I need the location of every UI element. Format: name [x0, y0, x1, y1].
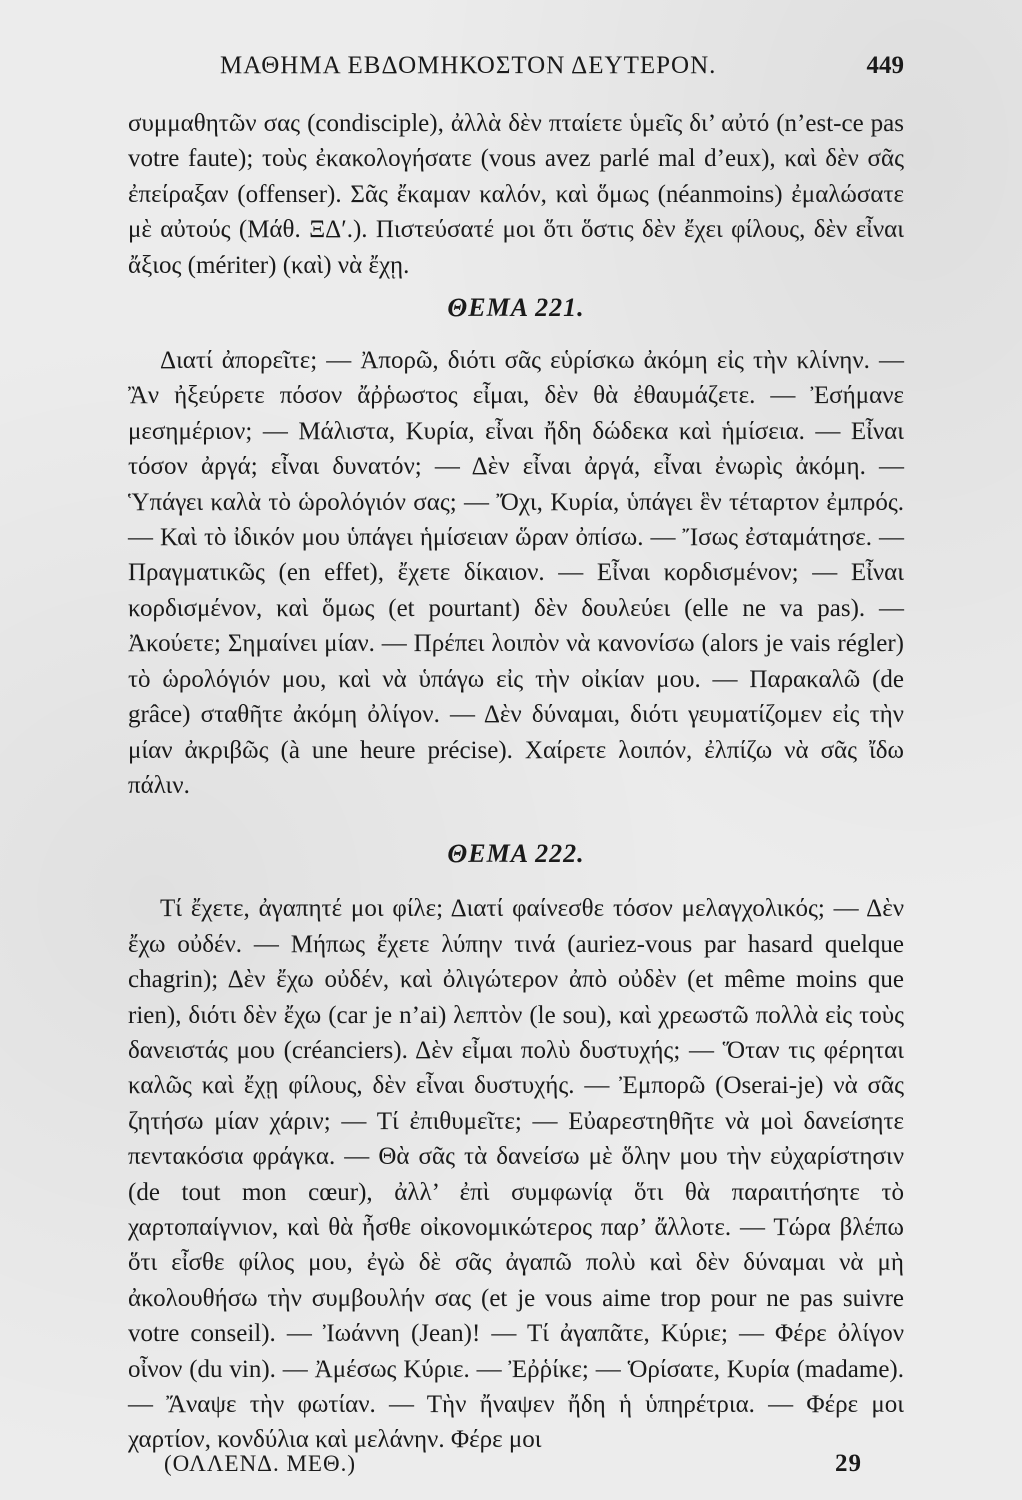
page-number: 449 — [866, 52, 904, 79]
running-header — [220, 52, 904, 80]
theme-221-heading: ΘΕΜΑ 221. — [447, 293, 585, 323]
book-reference: (ΟΛΛΕΝΔ. ΜΕΘ.) — [164, 1451, 356, 1476]
signature-mark: 29 — [835, 1450, 862, 1477]
theme-222-heading: ΘΕΜΑ 222. — [447, 839, 585, 869]
running-title: ΜΑΘΗΜΑ ΕΒΔΟΜΗΚΟΣΤΟΝ ΔΕΥΤΕΡΟΝ. — [220, 52, 717, 79]
theme-221-text: Διατί ἀπορεῖτε; — Ἀπορῶ, διότι σᾶς εὑρίσκω ἀκόμη εἰς τὴν κλίνην. — Ἂν ἠξεύρετε πόσον ἄῤῥωστος εἶμαι, δὲν θὰ ἐθαυμάζετε. — Ἐσήμανε μεσημέριον; — Μάλιστα, Κυρία, εἶναι ἤδη δώδεκα καὶ ἡμίσεια. — Εἶναι τόσον ἀργά; εἶναι δυνατόν; — Δὲν εἶναι ἀργά, εἶναι ἐνωρὶς ἀκόμη. — Ὑπάγει καλὰ τὸ ὡρολόγιόν σας; — Ὄχι, Κυρία, ὑπάγει ἓν τέταρτον ἐμπρός. — Καὶ τὸ ἰδικόν μου ὑπάγει ἡμίσειαν ὥραν ὀπίσω. — Ἴσως ἐσταμάτησε. — Πραγματικῶς (en effet), ἔχετε δίκαιον. — Εἶναι κορδισμένον; — Εἶναι κορδισμένον, καὶ ὅμως (et pourtant) δὲν δουλεύει (elle ne va pas). — Ἀκούετε; Σημαίνει μίαν. — Πρέπει λοιπὸν νὰ κανονίσω (alors je vais régler) τὸ ὡρολόγιόν μου, καὶ νὰ ὑπάγω εἰς τὴν οἰκίαν μου. — Παρακαλῶ (de grâce) σταθῆτε ἀκόμη ὀλίγον. — Δὲν δύναμαι, διότι γευματίζομεν εἰς τὴν μίαν ἀκριβῶς (à une heure précise). Χαίρετε λοιπόν, ἐλπίζω νὰ σᾶς ἴδω πάλιν. — [128, 347, 904, 799]
theme-222-text: Τί ἔχετε, ἀγαπητέ μοι φίλε; Διατί φαίνεσθε τόσον μελαγχολικός; — Δὲν ἔχω οὐδέν. — Μήπως ἔχετε λύπην τινά (auriez-vous par hasard quelque chagrin); Δὲν ἔχω οὐδέν, καὶ ὀλιγώτερον ἀπὸ οὐδὲν (et même moins que rien), διότι δὲν ἔχω (car je n’ai) λεπτὸν (le sou), καὶ χρεωστῶ πολλὰ εἰς τοὺς δανειστάς μου (créanciers). Δὲν εἶμαι πολὺ δυστυχής; — Ὅταν τις φέρηται καλῶς καὶ ἔχῃ φίλους, δὲν εἶναι δυστυχής. — Ἐμπορῶ (Oserai-je) νὰ σᾶς ζητήσω μίαν χάριν; — Τί ἐπιθυμεῖτε; — Εὐαρεστηθῆτε νὰ μοὶ δανείσητε πεντακόσια φράγκα. — Θὰ σᾶς τὰ δανείσω μὲ ὅλην μου τὴν εὐχαρίστησιν (de tout mon cœur), ἀλλ’ ἐπὶ συμφωνίᾳ ὅτι θὰ παραιτήσητε τὸ χαρτοπαίγνιον, καὶ θὰ ἦσθε οἰκονομικώτερος παρ’ ἄλλοτε. — Τώρα βλέπω ὅτι εἶσθε φίλος μου, ἐγὼ δὲ σᾶς ἀγαπῶ πολὺ καὶ δὲν δύναμαι νὰ μὴ ἀκολουθήσω τὴν συμβουλήν σας (et je vous aime trop pour ne pas suivre votre conseil). — Ἰωάννη (Jean)! — Τί ἀγαπᾶτε, Κύριε; — Φέρε ὀλίγον οἶνον (du vin). — Ἀμέσως Κύριε. — Ἐῤῥίκε; — Ὁρίσατε, Κυρία (madame). — Ἄναψε τὴν φωτίαν. — Τὴν ἤναψεν ἤδη ἡ ὑπηρέτρια. — Φέρε μοι χαρτίον, κονδύλια καὶ μελάνην. Φέρε μοι — [128, 895, 904, 1454]
intro-paragraph: συμμαθητῶν σας (condisciple), ἀλλὰ δὲν πταίετε ὑμεῖς δι’ αὐτό (n’est-ce pas votre faute); τοὺς ἐκακολογήσατε (vous avez parlé mal d’eux), καὶ δὲν σᾶς ἐπείραξαν (offenser). Σᾶς ἔκαμαν καλόν, καὶ ὅμως (néanmoins) ἐμαλώσατε μὲ αὐτούς (Μάθ. ΞΔ′.). Πιστεύσατέ μοι ὅτι ὅστις δὲν ἔχει φίλους, δὲν εἶναι ἄξιος (mériter) (καὶ) νὰ ἔχῃ. — [128, 110, 904, 279]
page-footer — [164, 1450, 862, 1478]
